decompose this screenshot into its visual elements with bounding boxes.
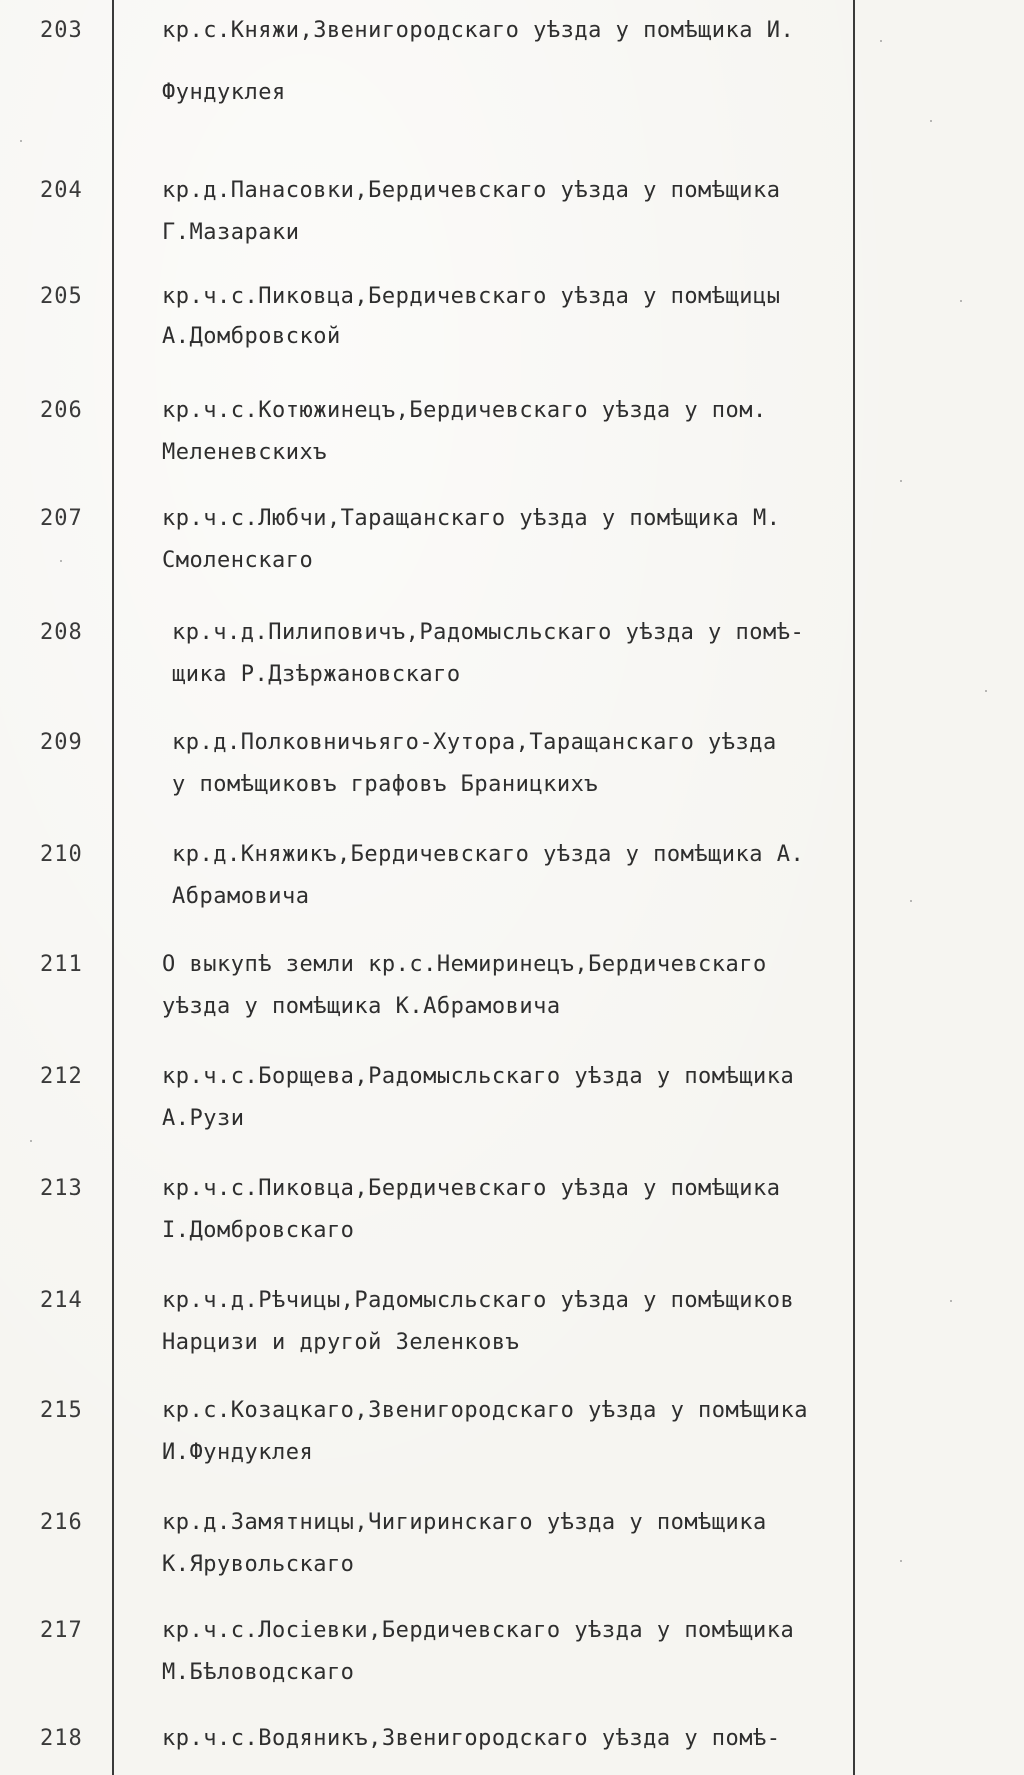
entry-number: 203 [40, 18, 83, 43]
entry-number: 214 [40, 1288, 83, 1313]
entry-number: 204 [40, 178, 83, 203]
entry-line-1: кр.ч.с.Любчи,Таращанскаго уѣзда у помѣщика М. [162, 506, 781, 531]
entry-number: 207 [40, 506, 83, 531]
scan-speck [30, 1140, 32, 1142]
entry-line-1: кр.с.Княжи,Звенигородскаго уѣзда у помѣщика И. [162, 18, 795, 43]
entry-line-1: кр.ч.с.Котюжинецъ,Бердичевскаго уѣзда у пом. [162, 398, 767, 423]
entry-number: 206 [40, 398, 83, 423]
entry-line-2: уѣзда у помѣщика К.Абрамовича [162, 994, 561, 1019]
entry-line-2: Фундуклея [162, 80, 286, 105]
scan-speck [930, 120, 932, 122]
entry-number: 209 [40, 730, 83, 755]
entry-number: 211 [40, 952, 83, 977]
entry-line-2: І.Домбровскаго [162, 1218, 355, 1243]
entry-line-1: кр.ч.д.Рѣчицы,Радомысльскаго уѣзда у помѣщиков [162, 1288, 795, 1313]
entry-line-2: А.Домбровской [162, 324, 341, 349]
entry-number: 217 [40, 1618, 83, 1643]
scan-speck [880, 40, 882, 42]
entry-number: 213 [40, 1176, 83, 1201]
entry-line-1: кр.ч.с.Водяникъ,Звенигородскаго уѣзда у помѣ- [162, 1726, 781, 1751]
entry-number: 205 [40, 284, 83, 309]
entry-line-1: кр.ч.с.Лосіевки,Бердичевскаго уѣзда у помѣщика [162, 1618, 795, 1643]
scan-speck [900, 480, 902, 482]
scan-speck [910, 900, 912, 902]
scan-speck [20, 140, 22, 142]
entry-line-2: Меленевскихъ [162, 440, 327, 465]
entry-number: 218 [40, 1726, 83, 1751]
entry-line-2: Г.Мазараки [162, 220, 300, 245]
entry-line-2: М.Бѣловодскаго [162, 1660, 355, 1685]
entry-line-2: у помѣщиковъ графовъ Браницкихъ [172, 772, 599, 797]
entry-line-1: кр.ч.с.Пиковца,Бердичевскаго уѣзда у помѣщицы [162, 284, 781, 309]
entry-number: 210 [40, 842, 83, 867]
entry-line-2: Абрамовича [172, 884, 310, 909]
entry-line-1: кр.д.Полковничьяго-Хутора,Таращанскаго уѣзда [172, 730, 777, 755]
entry-line-2: А.Рузи [162, 1106, 245, 1131]
entry-line-1: кр.ч.д.Пилиповичъ,Радомысльскаго уѣзда у помѣ- [172, 620, 805, 645]
entry-number: 216 [40, 1510, 83, 1535]
entry-line-1: кр.д.Панасовки,Бердичевскаго уѣзда у помѣщика [162, 178, 781, 203]
entry-line-2: И.Фундуклея [162, 1440, 314, 1465]
entry-number: 208 [40, 620, 83, 645]
scan-speck [950, 1300, 952, 1302]
entry-line-1: кр.д.Княжикъ,Бердичевскаго уѣзда у помѣщика А. [172, 842, 805, 867]
entry-number: 215 [40, 1398, 83, 1423]
entry-line-1: кр.с.Козацкаго,Звенигородскаго уѣзда у помѣщика [162, 1398, 809, 1423]
entry-line-2: щика Р.Дзѣржановскаго [172, 662, 461, 687]
scan-speck [900, 1560, 902, 1562]
left-margin-rule [112, 0, 114, 1775]
entry-number: 212 [40, 1064, 83, 1089]
entry-line-1: О выкупѣ земли кр.с.Немиринецъ,Бердичевскаго [162, 952, 767, 977]
scan-speck [60, 560, 62, 562]
entry-line-2: К.Ярувольскаго [162, 1552, 355, 1577]
scan-speck [960, 300, 962, 302]
scan-speck [985, 690, 987, 692]
entry-line-2: Смоленскаго [162, 548, 314, 573]
entry-line-1: кр.ч.с.Пиковца,Бердичевскаго уѣзда у помѣщика [162, 1176, 781, 1201]
entry-line-1: кр.ч.с.Борщева,Радомысльскаго уѣзда у помѣщика [162, 1064, 795, 1089]
entry-line-1: кр.д.Замятницы,Чигиринскаго уѣзда у помѣщика [162, 1510, 767, 1535]
entry-line-2: Нарцизи и другой Зеленковъ [162, 1330, 520, 1355]
